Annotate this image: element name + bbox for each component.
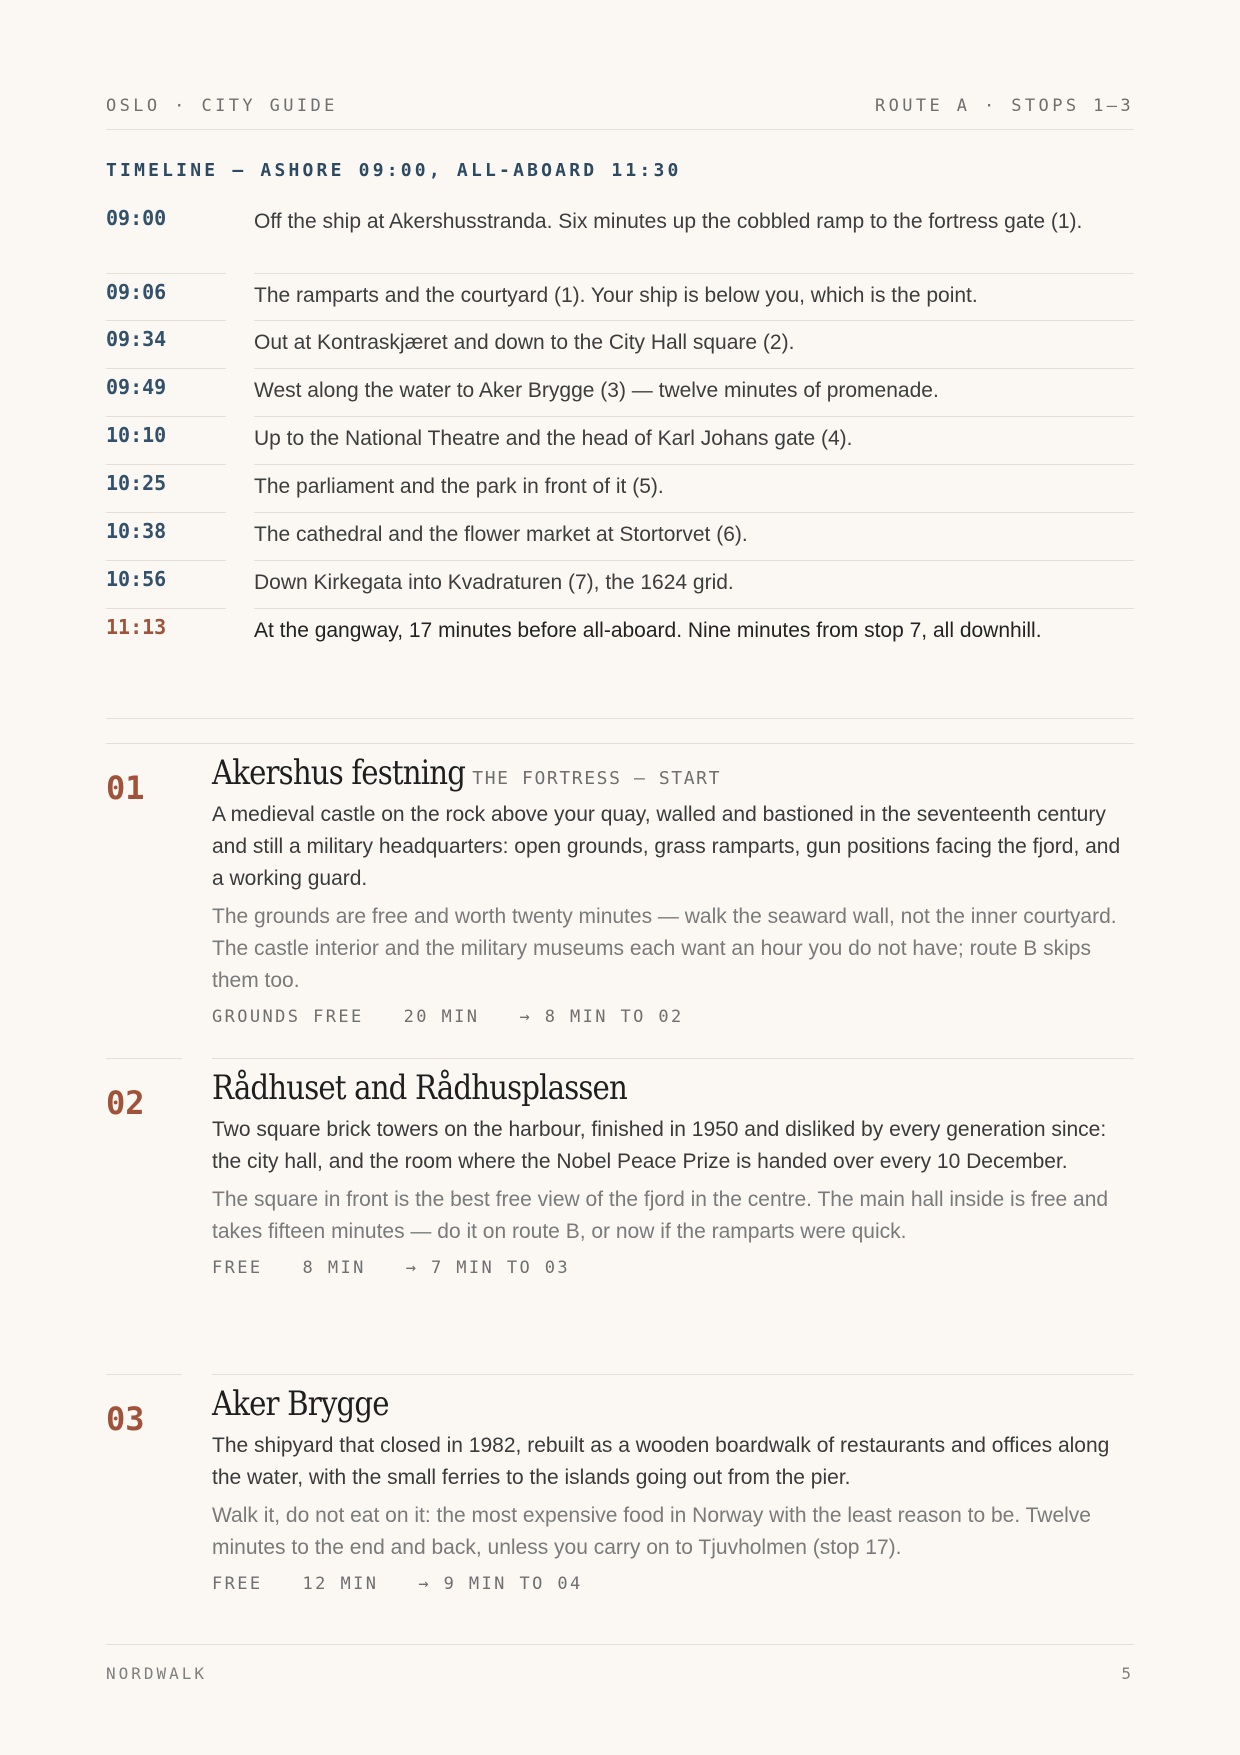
timeline-text: The parliament and the park in front of it (5). <box>254 465 1134 513</box>
footer-brand: NORDWALK <box>106 1664 208 1683</box>
timeline-divider <box>106 718 1134 719</box>
stop-number: 01 <box>106 769 145 807</box>
footer-divider <box>106 1644 1134 1645</box>
stop-number-divider <box>106 1374 182 1375</box>
timeline-text: West along the water to Aker Brygge (3) — twelve minutes of promenade. <box>254 369 1134 417</box>
timeline-text: The cathedral and the flower market at Stortorvet (6). <box>254 513 1134 561</box>
stop-meta <box>212 1007 1134 1027</box>
stop-duration: 8 MIN <box>302 1258 366 1278</box>
stop-divider <box>212 1374 1134 1375</box>
stop-tip: The square in front is the best free view of the fjord in the centre. The main hall inside is free and takes fifteen minutes — do it on route B, or now if the ramparts were quick. <box>212 1188 1109 1243</box>
stop-body <box>212 1384 1134 1594</box>
header-divider <box>106 129 1134 130</box>
page-footer <box>106 1664 1134 1683</box>
header-route-label: ROUTE A · STOPS 1–3 <box>874 96 1134 116</box>
timeline-text: Up to the National Theatre and the head of Karl Johans gate (4). <box>254 417 1134 465</box>
page-number: 5 <box>1121 1664 1134 1683</box>
timeline-time: 09:06 <box>106 274 226 321</box>
timeline-text: At the gangway, 17 minutes before all-aboard. Nine minutes from stop 7, all downhill. <box>254 619 1042 642</box>
stop-body <box>212 1068 1134 1278</box>
stops-divider <box>106 743 1134 744</box>
stop-meta <box>212 1258 1134 1278</box>
stop-subtitle: THE FORTRESS — START <box>472 768 722 789</box>
page-header <box>106 96 1134 116</box>
stop-price: FREE <box>212 1574 263 1594</box>
timeline-time: 10:10 <box>106 417 226 465</box>
stop-tip: Walk it, do not eat on it: the most expensive food in Norway with the least reason to be. Twelve minutes to the end and back, unless you carry on to Tjuvholmen (stop 17). <box>212 1504 1091 1559</box>
stop-tip: The grounds are free and worth twenty minutes — walk the seaward wall, not the inner courtyard. The castle interior and the military museums each want an hour you do not have; route B skips them too. <box>212 905 1117 992</box>
timeline-time: 10:56 <box>106 561 226 609</box>
stop-title: Aker Brygge <box>212 1384 389 1424</box>
stop-number-divider <box>106 1058 182 1059</box>
timeline-row <box>106 321 1134 369</box>
timeline-text: The ramparts and the courtyard (1). Your ship is below you, which is the point. <box>254 274 1134 321</box>
stop-next-walk: → 7 MIN TO 03 <box>405 1258 570 1278</box>
timeline-row <box>106 417 1134 465</box>
stop-number: 03 <box>106 1400 145 1438</box>
stop-title: Akershus festning <box>212 753 466 793</box>
timeline-text: Down Kirkegata into Kvadraturen (7), the 1624 grid. <box>254 561 1134 609</box>
timeline-time: 10:38 <box>106 513 226 561</box>
timeline-text: Off the ship at Akershusstranda. Six minutes up the cobbled ramp to the fortress gate (1). <box>254 200 1134 274</box>
timeline-time: 09:34 <box>106 321 226 369</box>
stop-duration: 20 MIN <box>403 1007 480 1027</box>
timeline-row <box>106 274 1134 321</box>
stop-heading <box>212 1384 1134 1424</box>
stop-price: FREE <box>212 1258 263 1278</box>
stop-title: Rådhuset and Rådhusplassen <box>212 1068 627 1108</box>
timeline-time: 11:13 <box>106 615 167 639</box>
stop-body <box>212 753 1134 1027</box>
stop-description: A medieval castle on the rock above your quay, walled and bastioned in the seventeenth century and still a military headquarters: open grounds, grass ramparts, gun positions facing the fjord, and a working guard. <box>212 803 1121 890</box>
stop-divider <box>212 1058 1134 1059</box>
timeline-row <box>106 609 1134 683</box>
stop-duration: 12 MIN <box>302 1574 379 1594</box>
timeline-heading: TIMELINE — ASHORE 09:00, ALL-ABOARD 11:30 <box>106 160 682 181</box>
stop-description: The shipyard that closed in 1982, rebuilt as a wooden boardwalk of restaurants and offices along the water, with the small ferries to the islands going out from the pier. <box>212 1434 1110 1489</box>
header-guide-label: OSLO · CITY GUIDE <box>106 96 338 116</box>
timeline-text: Out at Kontraskjæret and down to the City Hall square (2). <box>254 321 1134 369</box>
timeline-row <box>106 200 1134 274</box>
timeline-time: 10:25 <box>106 465 226 513</box>
stop-heading <box>212 1068 1134 1108</box>
timeline-time: 09:49 <box>106 369 226 417</box>
timeline-row <box>106 513 1134 561</box>
timeline-row <box>106 369 1134 417</box>
stop-next-walk: → 8 MIN TO 02 <box>519 1007 684 1027</box>
timeline-row <box>106 465 1134 513</box>
stop-description: Two square brick towers on the harbour, finished in 1950 and disliked by every generation since: the city hall, and the room where the Nobel Peace Prize is handed over every 10 December. <box>212 1118 1107 1173</box>
stop-price: GROUNDS FREE <box>212 1007 364 1027</box>
timeline <box>106 200 1134 683</box>
timeline-time: 09:00 <box>106 200 226 274</box>
stop-number: 02 <box>106 1084 145 1122</box>
stop-meta <box>212 1574 1134 1594</box>
timeline-row <box>106 561 1134 609</box>
stop-next-walk: → 9 MIN TO 04 <box>418 1574 583 1594</box>
stop-heading <box>212 753 1134 793</box>
